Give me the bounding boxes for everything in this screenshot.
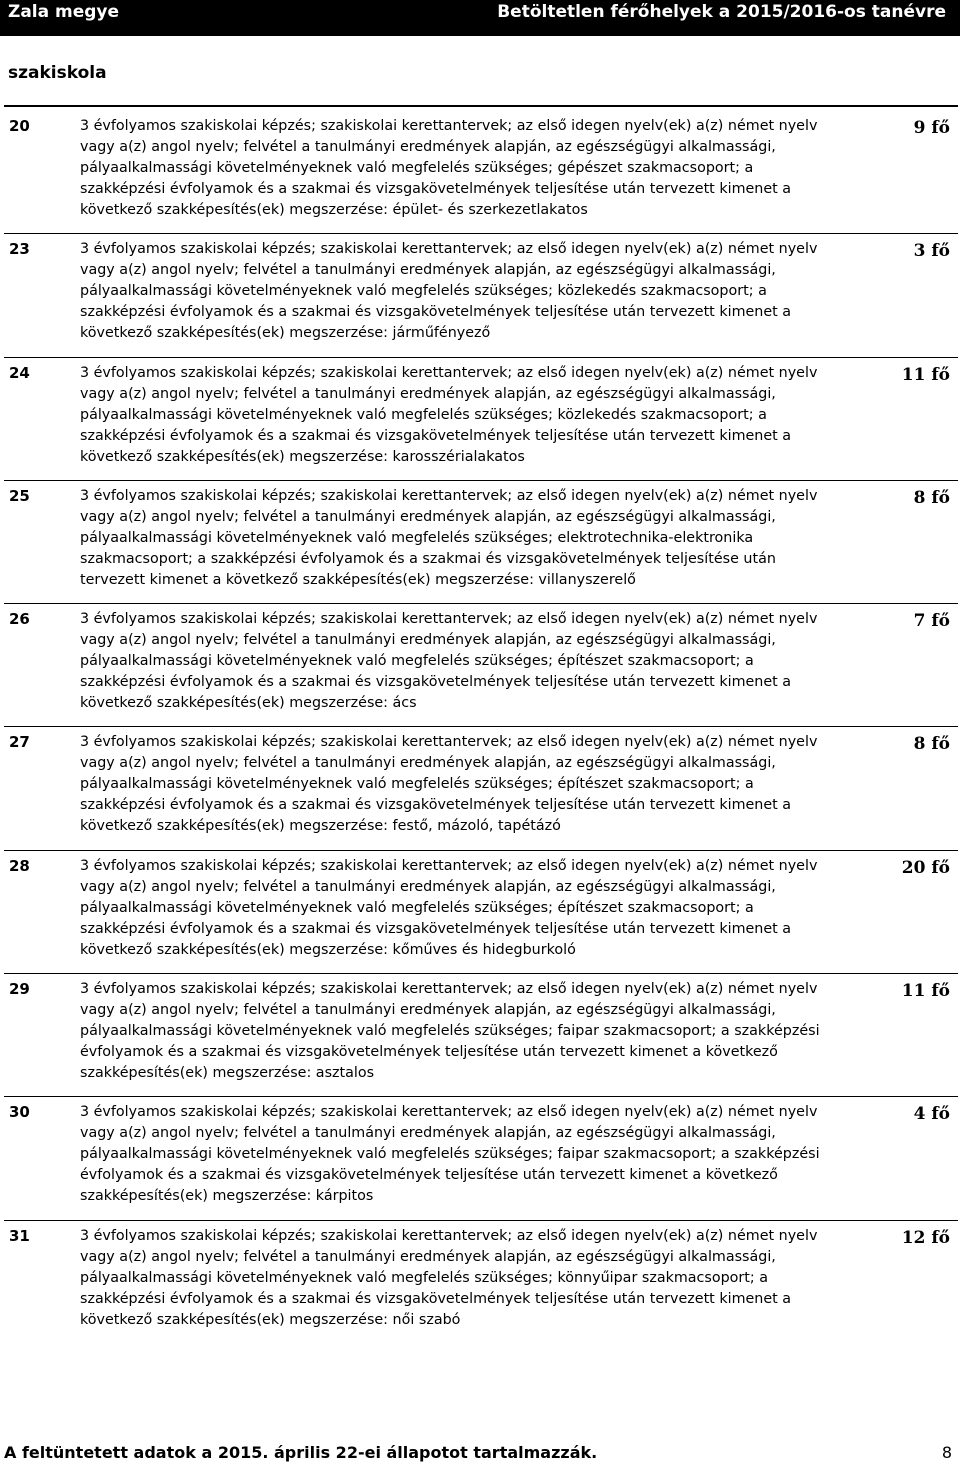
header-bar <box>0 0 960 36</box>
program-description: 3 évfolyamos szakiskolai képzés; szakiskolai kerettantervek; az első idegen nyelv(ek) a(z) német nyelv vagy a(z) angol nyelv; felvétel a tanulmányi eredmények alapján, az egészségügyi alkalmassági, pályaalkalmassági követelményeknek való megfelelés szükséges; gépészet szakmacsoport; a szakképzési évfolyamok és a szakmai és vizsgakövetelmények teljesítése után tervezett kimenet a következő szakképesítés(ek) megszerzése: épület- és szerkezetlakatos <box>80 118 818 218</box>
footer-note: A feltüntetett adatok a 2015. április 22-ei állapotot tartalmazzák. <box>4 1443 598 1462</box>
vacancy-count: 11 fő <box>901 981 950 1002</box>
program-row <box>0 604 960 727</box>
program-list <box>0 111 960 1344</box>
program-description: 3 évfolyamos szakiskolai képzés; szakiskolai kerettantervek; az első idegen nyelv(ek) a(z) német nyelv vagy a(z) angol nyelv; felvétel a tanulmányi eredmények alapján, az egészségügyi alkalmassági, pályaalkalmassági követelményeknek való megfelelés szükséges; közlekedés szakmacsoport; a szakképzési évfolyamok és a szakmai és vizsgakövetelmények teljesítése után tervezett kimenet a következő szakképesítés(ek) megszerzése: karosszérialakatos <box>80 364 818 465</box>
program-code: 25 <box>9 486 30 505</box>
vacancy-count: 7 fő <box>913 611 950 632</box>
program-description: 3 évfolyamos szakiskolai képzés; szakiskolai kerettantervek; az első idegen nyelv(ek) a(z) német nyelv vagy a(z) angol nyelv; felvétel a tanulmányi eredmények alapján, az egészségügyi alkalmassági, pályaalkalmassági követelményeknek való megfelelés szükséges; könnyűipar szakmacsoport; a szakképzési évfolyamok és a szakmai és vizsgakövetelmények teljesítése után tervezett kimenet a következő szakképesítés(ek) megszerzése: női szabó <box>80 1227 818 1328</box>
program-code: 23 <box>9 240 30 259</box>
program-row <box>0 1097 960 1220</box>
program-description: 3 évfolyamos szakiskolai képzés; szakiskolai kerettantervek; az első idegen nyelv(ek) a(z) német nyelv vagy a(z) angol nyelv; felvétel a tanulmányi eredmények alapján, az egészségügyi alkalmassági, pályaalkalmassági követelményeknek való megfelelés szükséges; építészet szakmacsoport; a szakképzési évfolyamok és a szakmai és vizsgakövetelmények teljesítése után tervezett kimenet a következő szakképesítés(ek) megszerzése: kőműves és hidegburkoló <box>80 857 818 958</box>
section-title: szakiskola <box>8 63 107 83</box>
program-row <box>0 974 960 1097</box>
program-code: 28 <box>9 856 30 875</box>
vacancy-count: 8 fő <box>913 734 950 755</box>
section-divider <box>4 105 958 107</box>
program-description: 3 évfolyamos szakiskolai képzés; szakiskolai kerettantervek; az első idegen nyelv(ek) a(z) német nyelv vagy a(z) angol nyelv; felvétel a tanulmányi eredmények alapján, az egészségügyi alkalmassági, pályaalkalmassági követelményeknek való megfelelés szükséges; elektrotechnika-elektronika szakmacsoport; a szakképzési évfolyamok és a szakmai és vizsgakövetelmények teljesítése után tervezett kimenet a következő szakképesítés(ek) megszerzése: villanyszerelő <box>80 487 818 588</box>
vacancy-count: 3 fő <box>913 241 950 262</box>
program-description: 3 évfolyamos szakiskolai képzés; szakiskolai kerettantervek; az első idegen nyelv(ek) a(z) német nyelv vagy a(z) angol nyelv; felvétel a tanulmányi eredmények alapján, az egészségügyi alkalmassági, pályaalkalmassági követelményeknek való megfelelés szükséges; faipar szakmacsoport; a szakképzési évfolyamok és a szakmai és vizsgakövetelmények teljesítése után tervezett kimenet a következő szakképesítés(ek) megszerzése: asztalos <box>80 981 820 1082</box>
program-code: 26 <box>9 610 30 629</box>
program-row <box>0 234 960 357</box>
page-number: 8 <box>941 1443 952 1462</box>
program-code: 29 <box>9 980 30 999</box>
vacancy-count: 9 fő <box>913 118 950 138</box>
program-code: 24 <box>9 363 30 382</box>
program-description: 3 évfolyamos szakiskolai képzés; szakiskolai kerettantervek; az első idegen nyelv(ek) a(z) német nyelv vagy a(z) angol nyelv; felvétel a tanulmányi eredmények alapján, az egészségügyi alkalmassági, pályaalkalmassági követelményeknek való megfelelés szükséges; közlekedés szakmacsoport; a szakképzési évfolyamok és a szakmai és vizsgakövetelmények teljesítése után tervezett kimenet a következő szakképesítés(ek) megszerzése: járműfényező <box>80 241 818 342</box>
document-title: Betöltetlen férőhelyek a 2015/2016-os tanévre <box>497 2 946 22</box>
program-code: 30 <box>9 1103 30 1122</box>
program-code: 31 <box>9 1226 30 1245</box>
program-row <box>0 851 960 974</box>
program-row <box>0 111 960 234</box>
vacancy-count: 8 fő <box>913 487 950 508</box>
program-description: 3 évfolyamos szakiskolai képzés; szakiskolai kerettantervek; az első idegen nyelv(ek) a(z) német nyelv vagy a(z) angol nyelv; felvétel a tanulmányi eredmények alapján, az egészségügyi alkalmassági, pályaalkalmassági követelményeknek való megfelelés szükséges; építészet szakmacsoport; a szakképzési évfolyamok és a szakmai és vizsgakövetelmények teljesítése után tervezett kimenet a következő szakképesítés(ek) megszerzése: ács <box>80 611 818 712</box>
program-row <box>0 727 960 850</box>
program-row <box>0 1221 960 1344</box>
program-code: 27 <box>9 733 30 752</box>
vacancy-count: 4 fő <box>913 1104 950 1125</box>
program-code: 20 <box>9 117 30 135</box>
program-row <box>0 481 960 604</box>
program-description: 3 évfolyamos szakiskolai képzés; szakiskolai kerettantervek; az első idegen nyelv(ek) a(z) német nyelv vagy a(z) angol nyelv; felvétel a tanulmányi eredmények alapján, az egészségügyi alkalmassági, pályaalkalmassági követelményeknek való megfelelés szükséges; faipar szakmacsoport; a szakképzési évfolyamok és a szakmai és vizsgakövetelmények teljesítése után tervezett kimenet a következő szakképesítés(ek) megszerzése: kárpitos <box>80 1104 820 1205</box>
county-title: Zala megye <box>8 2 120 22</box>
vacancy-count: 11 fő <box>901 364 950 385</box>
vacancy-count: 20 fő <box>901 857 950 878</box>
program-row <box>0 358 960 481</box>
vacancy-count: 12 fő <box>901 1227 950 1248</box>
footer <box>0 1440 960 1466</box>
program-description: 3 évfolyamos szakiskolai képzés; szakiskolai kerettantervek; az első idegen nyelv(ek) a(z) német nyelv vagy a(z) angol nyelv; felvétel a tanulmányi eredmények alapján, az egészségügyi alkalmassági, pályaalkalmassági követelményeknek való megfelelés szükséges; építészet szakmacsoport; a szakképzési évfolyamok és a szakmai és vizsgakövetelmények teljesítése után tervezett kimenet a következő szakképesítés(ek) megszerzése: festő, mázoló, tapétázó <box>80 734 818 835</box>
